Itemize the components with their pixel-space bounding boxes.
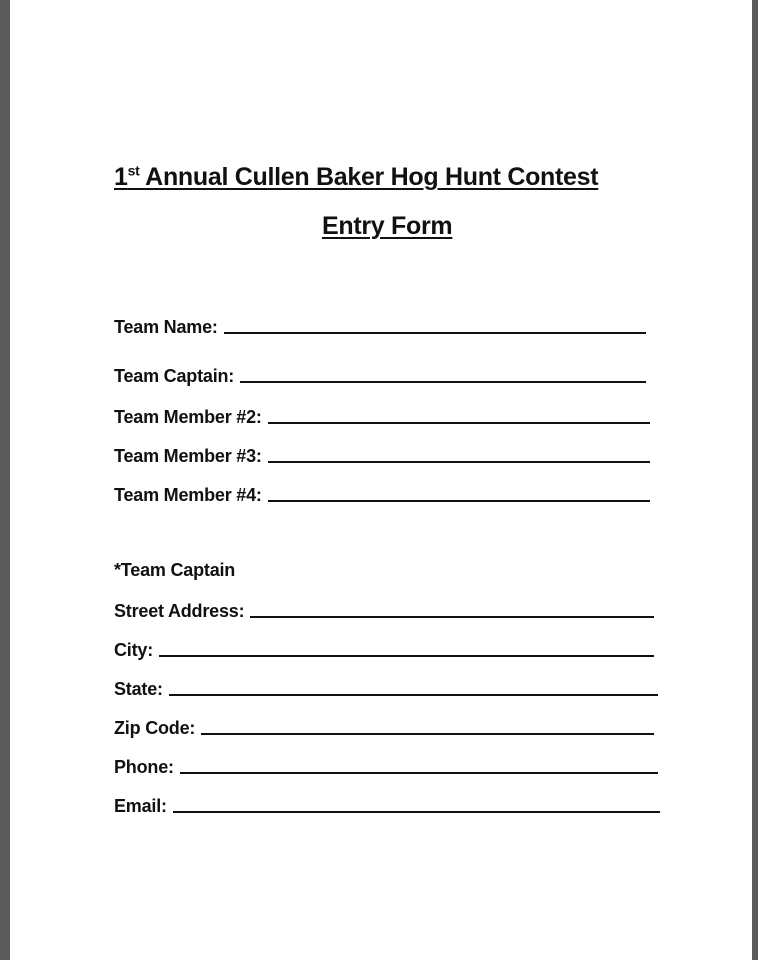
team-member-4-label: Team Member #4: — [114, 485, 262, 505]
zip-code-label: Zip Code: — [114, 718, 196, 738]
team-member-3-label: Team Member #3: — [114, 446, 262, 466]
team-member-2-label: Team Member #2: — [114, 407, 262, 427]
team-member-2-field — [114, 402, 650, 428]
city-label: City: — [114, 640, 153, 660]
state-field — [114, 674, 658, 700]
team-member-4-field — [114, 480, 650, 506]
phone-input-line[interactable] — [180, 772, 658, 774]
team-member-4-input-line[interactable] — [268, 500, 650, 502]
team-member-3-input-line[interactable] — [268, 461, 650, 463]
team-name-field — [114, 312, 646, 338]
email-field — [114, 791, 660, 817]
title-ordinal: 1 — [114, 163, 128, 191]
team-name-label: Team Name: — [114, 317, 218, 337]
zip-code-input-line[interactable] — [201, 733, 654, 735]
team-captain-input-line[interactable] — [240, 381, 646, 383]
team-member-2-input-line[interactable] — [268, 422, 650, 424]
city-input-line[interactable] — [159, 655, 654, 657]
team-name-input-line[interactable] — [224, 332, 646, 334]
email-label: Email: — [114, 796, 167, 816]
team-captain-field — [114, 361, 646, 387]
city-field — [114, 635, 654, 661]
phone-field — [114, 752, 658, 778]
title-ordinal-suffix: st — [127, 162, 140, 179]
team-captain-label: Team Captain: — [114, 366, 235, 386]
captain-section-heading: *Team Captain — [114, 560, 236, 580]
document-page — [10, 0, 752, 960]
street-address-label: Street Address: — [114, 601, 245, 621]
street-address-field — [114, 596, 654, 622]
form-title — [114, 163, 598, 192]
form-subtitle: Entry Form — [322, 212, 453, 240]
zip-code-field — [114, 713, 654, 739]
state-label: State: — [114, 679, 163, 699]
street-address-input-line[interactable] — [250, 616, 654, 618]
email-input-line[interactable] — [173, 811, 660, 813]
title-text: Annual Cullen Baker Hog Hunt Contest — [139, 163, 599, 191]
phone-label: Phone: — [114, 757, 174, 777]
team-member-3-field — [114, 441, 650, 467]
state-input-line[interactable] — [169, 694, 658, 696]
